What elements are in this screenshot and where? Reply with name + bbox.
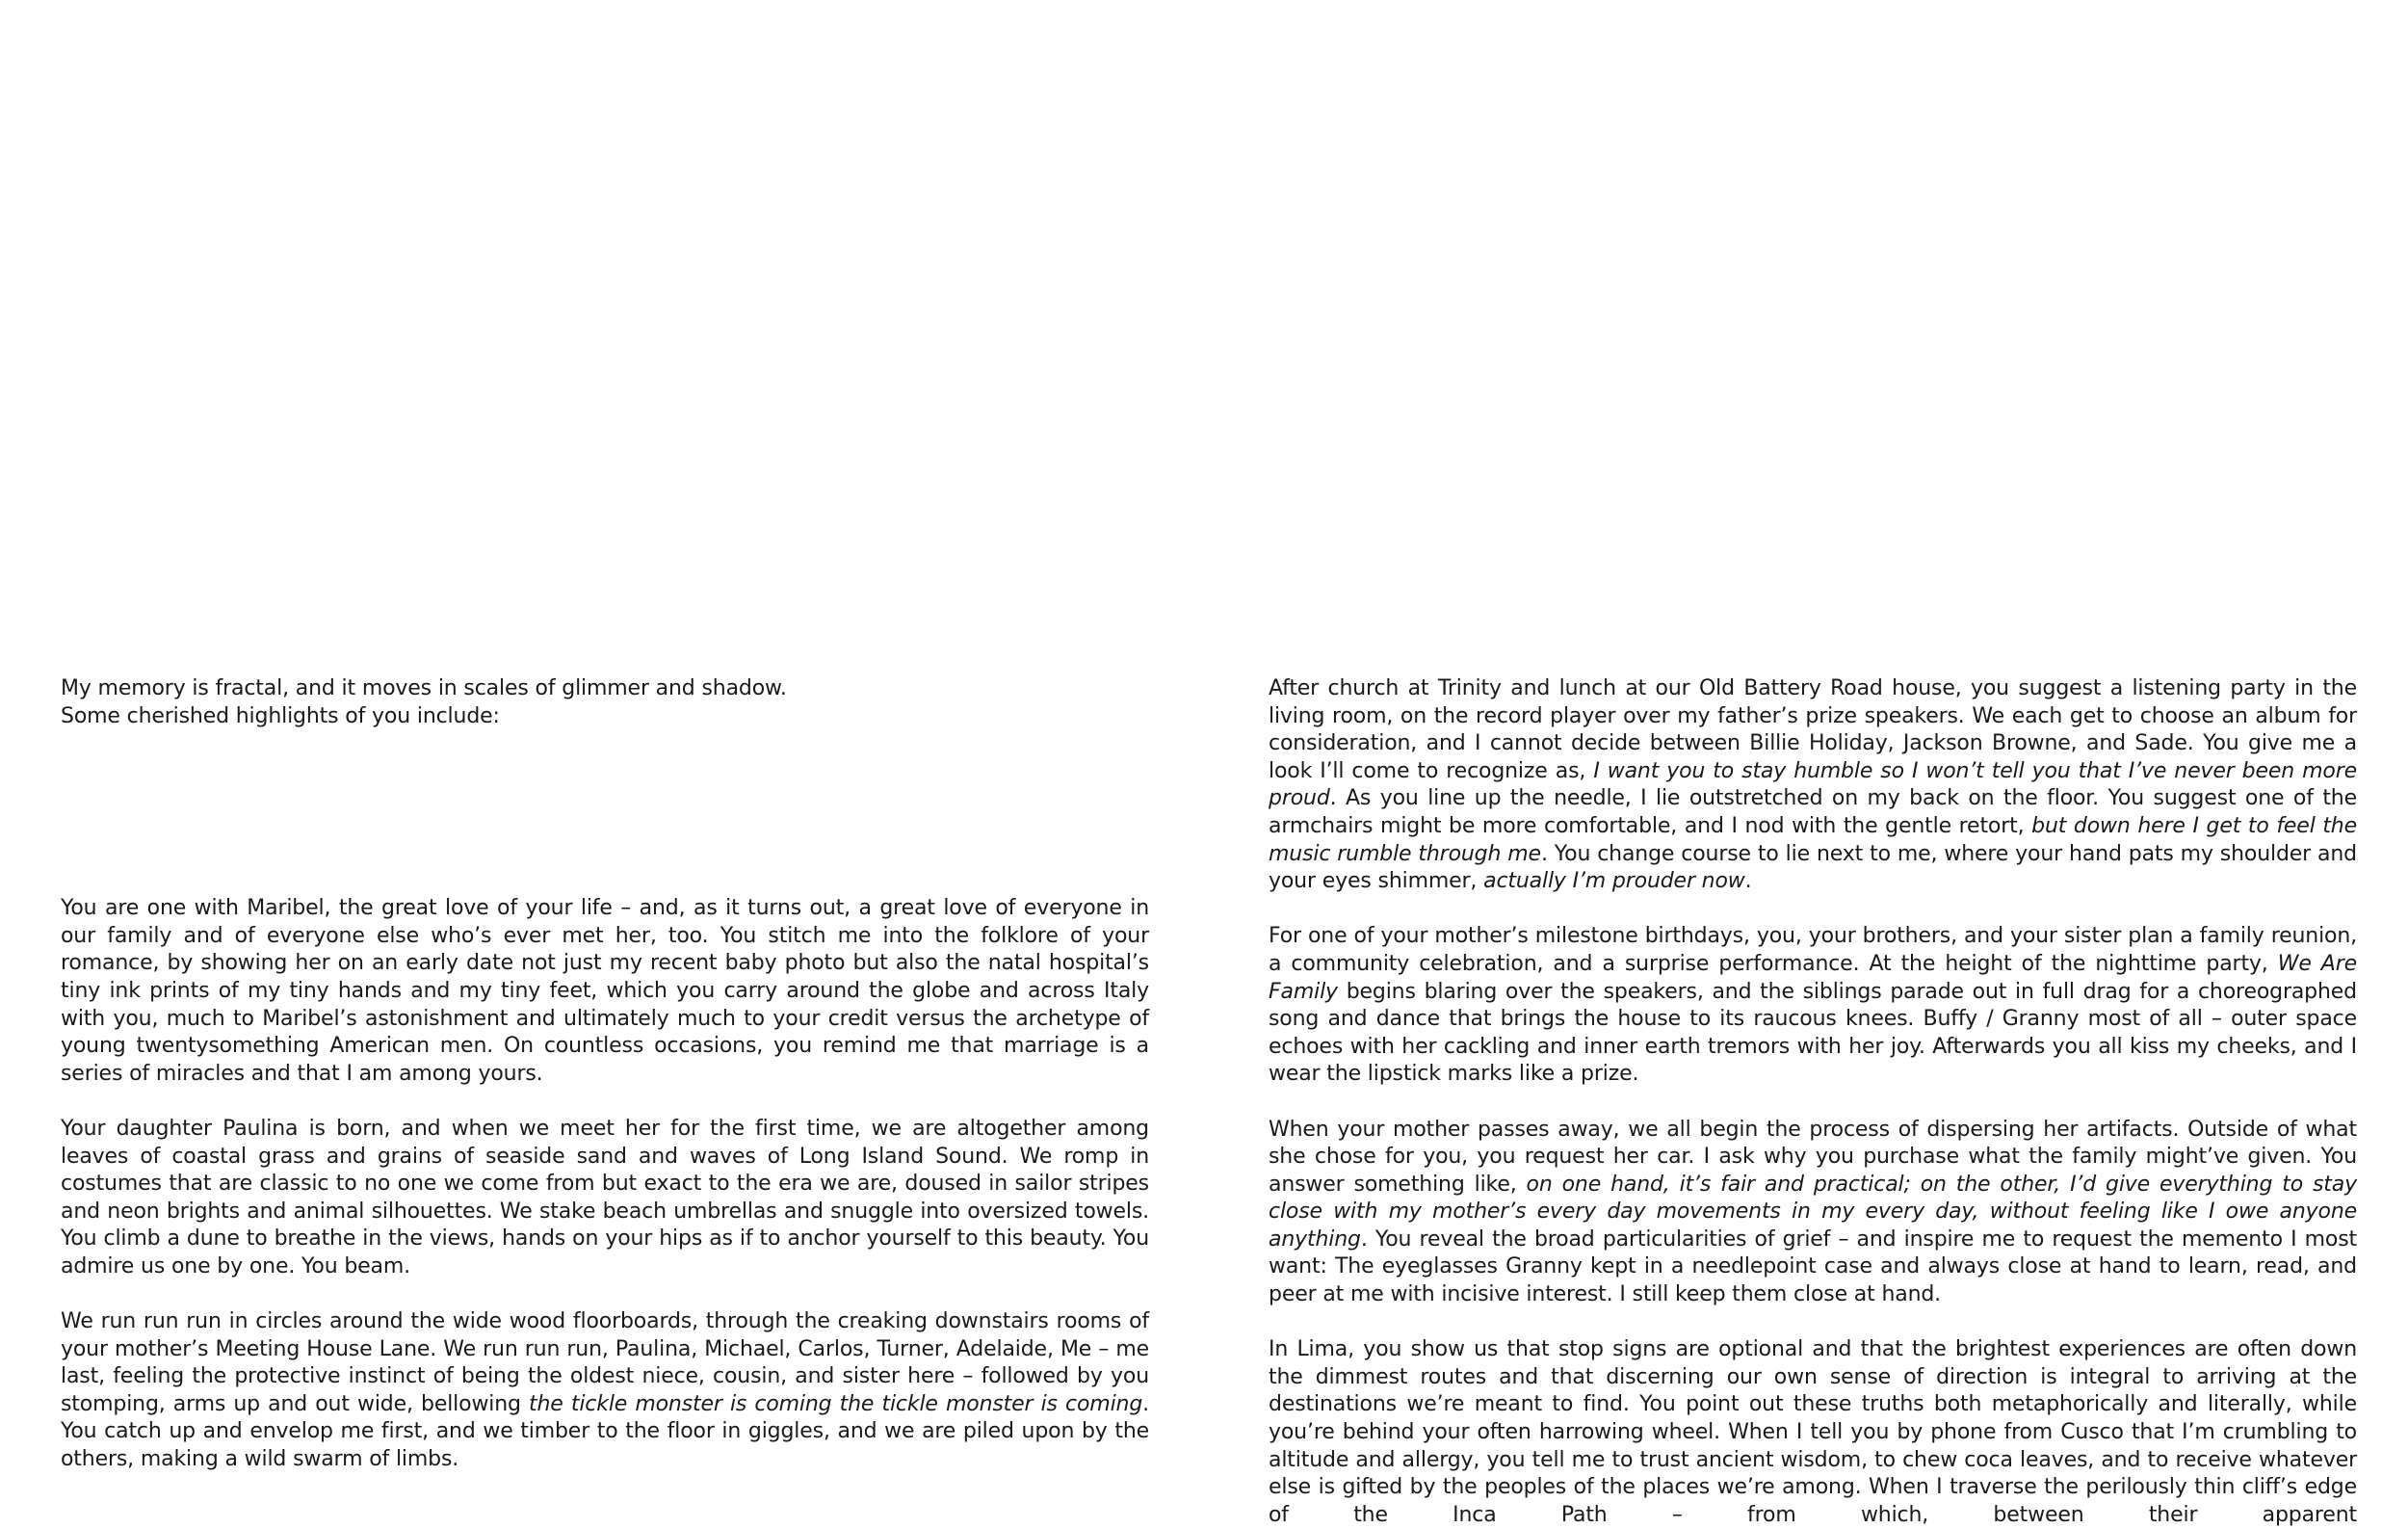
paragraph-spacer — [1269, 1309, 2357, 1337]
paragraph-lima: In Lima, you show us that stop signs are optional and that the brightest experiences are often down the dimmest routes and that discerning our own sense of direction is integral to arriving at the destinations we’re meant to find. You point out these truths both metaphorically and literally, while you’re behind your often harrowing wheel. When I tell you by phone from Cusco that I’m crumbling to altitude and allergy, you tell me to trust ancient wisdom, to chew coca leaves, and to receive whatever else is gifted by the peoples of the places we’re among. When I traverse the perilously thin cliff’s edge of the Inca Path – from which, between their apparent — [1269, 1337, 2357, 1527]
text-run: After church at Trinity and lunch at our Old Battery Road house, you suggest a listening party in the living room, on the record player over my father’s prize speakers. We each get to choose an album for consideration, and I cannot decide between Billie Holiday, Jackson Browne, and Sade. You give me a look I’ll come to recognize as, — [1269, 676, 2357, 783]
text-run: . As you line up the needle, I lie outstretched on my back on the floor. You suggest one of the armchairs might be more comfortable, and I nod with the gentle retort, — [1269, 786, 2357, 838]
text-run: . You change course to lie next to me, where your hand pats my shoulder and your eyes shimmer, — [1269, 841, 2358, 894]
paragraph-listening-party — [1269, 675, 2357, 896]
italic-quote: I want you to stay humble so I won’t tell you that I’ve never been more proud — [1269, 758, 2357, 811]
intro-line-2: Some cherished highlights of you include: — [61, 703, 500, 728]
paragraph-family-reunion — [1269, 923, 2357, 1089]
italic-title: We Are Family — [1269, 951, 2357, 1004]
text-run: When your mother passes away, we all begin the process of dispersing her artifacts. Outside of what she chose for you, you request her car. I ask why you purchase what the family might’ve given. You answer something like, — [1269, 1117, 2357, 1197]
paragraph-granny-artifacts — [1269, 1117, 2357, 1309]
italic-quote: on one hand, it’s fair and practical; on the other, I’d give everything to stay close with my mother’s every day movements in my every day, without feeling like I owe anyone anything — [1269, 1172, 2357, 1252]
right-page-column — [1269, 675, 2357, 1529]
section-spacer — [61, 730, 1149, 895]
paragraph-spacer — [1269, 1089, 2357, 1117]
italic-quote: the tickle monster is coming the tickle monster is coming — [529, 1391, 1143, 1416]
intro-line-1: My memory is fractal, and it moves in scales of glimmer and shadow. — [61, 676, 787, 700]
paragraph-tickle-monster — [61, 1308, 1149, 1474]
italic-quote: actually I’m prouder now — [1483, 869, 1745, 894]
paragraph-spacer — [61, 1281, 1149, 1309]
paragraph-spacer — [1269, 896, 2357, 924]
text-run: . You catch up and envelop me first, and we timber to the floor in giggles, and we are piled upon by the others, making a wild swarm of limbs. — [61, 1391, 1149, 1472]
paragraph-paulina: Your daughter Paulina is born, and when we meet her for the first time, we are altogether among leaves of coastal grass and grains of seaside sand and waves of Long Island Sound. We romp in costumes that are classic to no one we come from but exact to the era we are, doused in sailor stripes and neon brights and animal silhouettes. We stake beach umbrellas and snuggle into oversized towels. You climb a dune to breathe in the views, hands on your hips as if to anchor yourself to this beauty. You admire us one by one. You beam. — [61, 1116, 1149, 1279]
text-run: begins blaring over the speakers, and the siblings parade out in full drag for a choreographed song and dance that brings the house to its raucous knees. Buffy / Granny most of all – outer space echoes with her cackling and inner earth tremors with her joy. Afterwards you all kiss my cheeks, and I wear the lipstick marks like a prize. — [1269, 979, 2357, 1087]
text-run: For one of your mother’s milestone birthdays, you, your brothers, and your sister plan a family reunion, a community celebration, and a surprise performance. At the height of the nighttime party, — [1269, 924, 2357, 976]
text-run: . You reveal the broad particularities of grief – and inspire me to request the memento I most want: The eyeglasses Granny kept in a needlepoint case and always close at hand to learn, read, and peer at me with incisive interest. I still keep them close at hand. — [1269, 1226, 2357, 1307]
paragraph-spacer — [61, 1088, 1149, 1116]
intro-block — [61, 675, 1149, 730]
text-run: . — [1744, 869, 1752, 894]
left-page-column — [61, 675, 1149, 1474]
italic-quote: but down here I get to feel the music rumble through me — [1269, 813, 2357, 866]
paragraph-maribel: You are one with Maribel, the great love of your life – and, as it turns out, a great love of everyone in our family and of everyone else who’s ever met her, too. You stitch me into the folklore of your romance, by showing her on an early date not just my recent baby photo but also the natal hospital’s tiny ink prints of my tiny hands and my tiny feet, which you carry around the globe and across Italy with you, much to Maribel’s astonishment and ultimately much to your credit versus the archetype of young twentysomething American men. On countless occasions, you remind me that marriage is a series of miracles and that I am among yours. — [61, 896, 1149, 1086]
text-run: We run run run in circles around the wide wood floorboards, through the creaking downstairs rooms of your mother’s Meeting House Lane. We run run run, Paulina, Michael, Carlos, Turner, Adelaide, Me – me last, feeling the protective instinct of being the oldest niece, cousin, and sister here – followed by you stomping, arms up and out wide, bellowing — [61, 1309, 1149, 1416]
